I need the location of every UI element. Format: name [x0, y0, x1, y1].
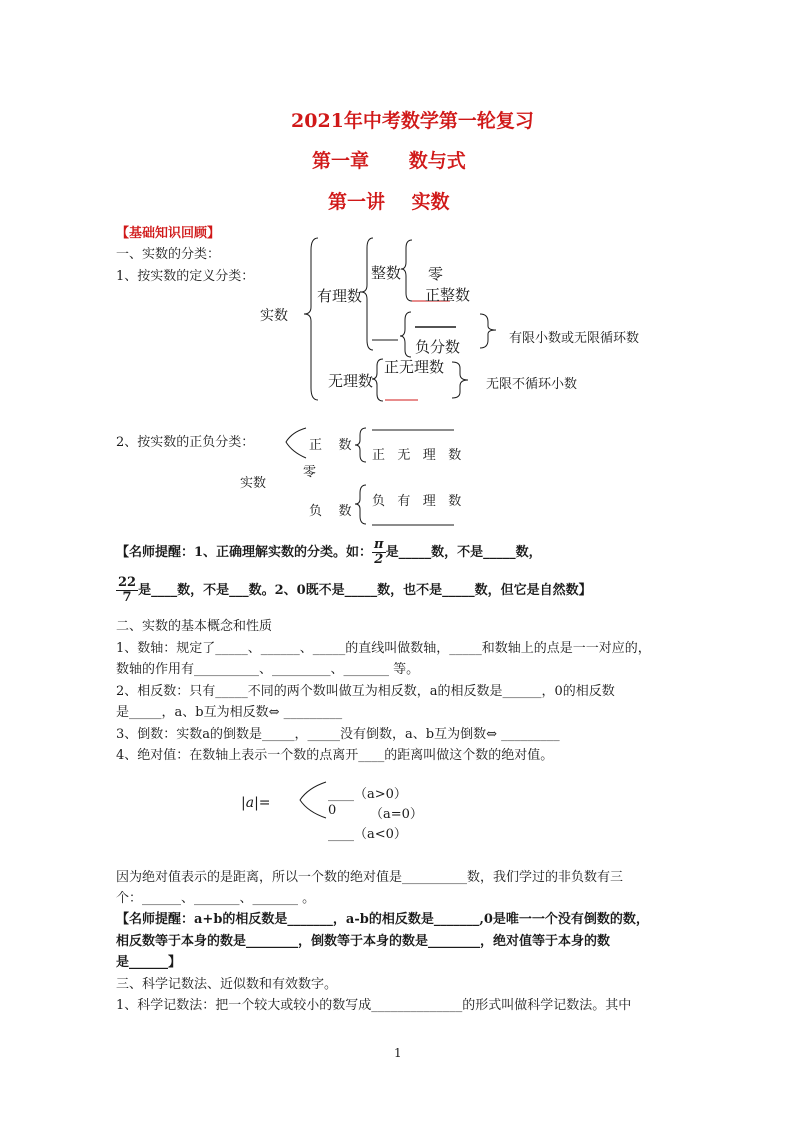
- tree1-pos-irr: 正无理数: [384, 358, 445, 376]
- doc-title: 2021年中考数学第一轮复习: [291, 110, 534, 132]
- item-opposite-2: 是_____，a、b互为相反数⇔ _________: [116, 705, 343, 720]
- section-basics: 【基础知识回顾】: [116, 226, 221, 241]
- tree1-real: 实数: [260, 308, 288, 324]
- tree1-irrational: 无理数: [328, 372, 374, 390]
- tree1-neg-frac: 负分数: [415, 338, 461, 356]
- fraction-numerator: 22: [118, 575, 137, 590]
- abs-case-negative: ____（a<0）: [328, 827, 407, 842]
- abs-case-positive: ____（a>0）: [328, 787, 407, 802]
- tree2-pos: 正 数: [309, 438, 352, 453]
- item-axis-1: 1、数轴：规定了_____、______、_____的直线叫做数轴，_____和数轴上的点是一一对应的，: [116, 641, 651, 656]
- lecture-title: 第一讲 实数: [328, 191, 450, 213]
- abs-lhs: |a|=: [241, 795, 271, 811]
- fraction-denominator: 7: [122, 590, 132, 605]
- tip1-lead: 【名师提醒：1、正确理解实数的分类。如：: [116, 545, 373, 560]
- chapter-title: 第一章 数与式: [312, 150, 466, 172]
- tree2-neg: 负 数: [309, 504, 352, 519]
- tree1-finite: 有限小数或无限循环数: [509, 331, 640, 346]
- para-line-2: 个：______、_______、_______ 。: [116, 891, 316, 906]
- abs-case-zero-value: 0: [328, 803, 337, 818]
- section-classify: 一、实数的分类：: [116, 247, 221, 262]
- tree2-real: 实数: [240, 476, 267, 491]
- item-axis-2: 数轴的作用有__________、_________、_______ 等。: [116, 662, 420, 677]
- tree1-pos-int: 正整数: [425, 286, 471, 304]
- tip2-line-3: 是______】: [116, 955, 182, 970]
- item-sci-1: 1、科学记数法：把一个较大或较小的数写成______________的形式叫做科学记数法。其中: [116, 998, 632, 1013]
- section-concepts: 二、实数的基本概念和性质: [116, 619, 273, 634]
- item-reciprocal: 3、倒数：实数a的倒数是_____，_____没有倒数，a、b互为倒数⇔ _________: [116, 727, 560, 742]
- item-absolute: 4、绝对值：在数轴上表示一个数的点离开____的距离叫做这个数的绝对值。: [116, 748, 554, 763]
- tip1-b: 是____数，不是___数。2、0既不是_____数，也不是_____数，但它是自然数】: [138, 583, 592, 598]
- tree1-zero: 零: [428, 265, 444, 283]
- section-by-definition: 1、按实数的定义分类：: [116, 269, 255, 284]
- tree1-rational: 有理数: [317, 287, 363, 305]
- page-number: 1: [394, 1046, 402, 1060]
- tip1-a: 是_____数，不是_____数，: [385, 545, 542, 560]
- tree2-pos-irr: 正 无 理 数: [372, 448, 462, 463]
- tree1-nonrep: 无限不循环小数: [486, 377, 578, 392]
- section-sci: 三、科学记数法、近似数和有效数字。: [116, 977, 338, 992]
- item-opposite-1: 2、相反数：只有_____不同的两个数叫做互为相反数，a的相反数是______，0的相反数: [116, 684, 615, 699]
- pi-numerator: π: [374, 537, 384, 552]
- section-by-sign: 2、按实数的正负分类：: [116, 435, 255, 450]
- para-line-1: 因为绝对值表示的是距离，所以一个数的绝对值是__________数，我们学过的非负数有三: [116, 870, 624, 885]
- tree1-integer: 整数: [371, 264, 402, 282]
- tree2-zero: 零: [303, 465, 317, 480]
- pi-denominator: 2: [374, 552, 384, 567]
- tip2-line-2: 相反数等于本身的数是________，倒数等于本身的数是________，绝对值等于本身的数: [116, 934, 611, 949]
- tree2-neg-rat: 负 有 理 数: [372, 494, 462, 509]
- tip2-line-1: 【名师提醒：a+b的相反数是_______，a-b的相反数是_______,0是唯一一个没有倒数的数，: [116, 912, 649, 927]
- abs-case-zero: （a=0）: [370, 807, 423, 822]
